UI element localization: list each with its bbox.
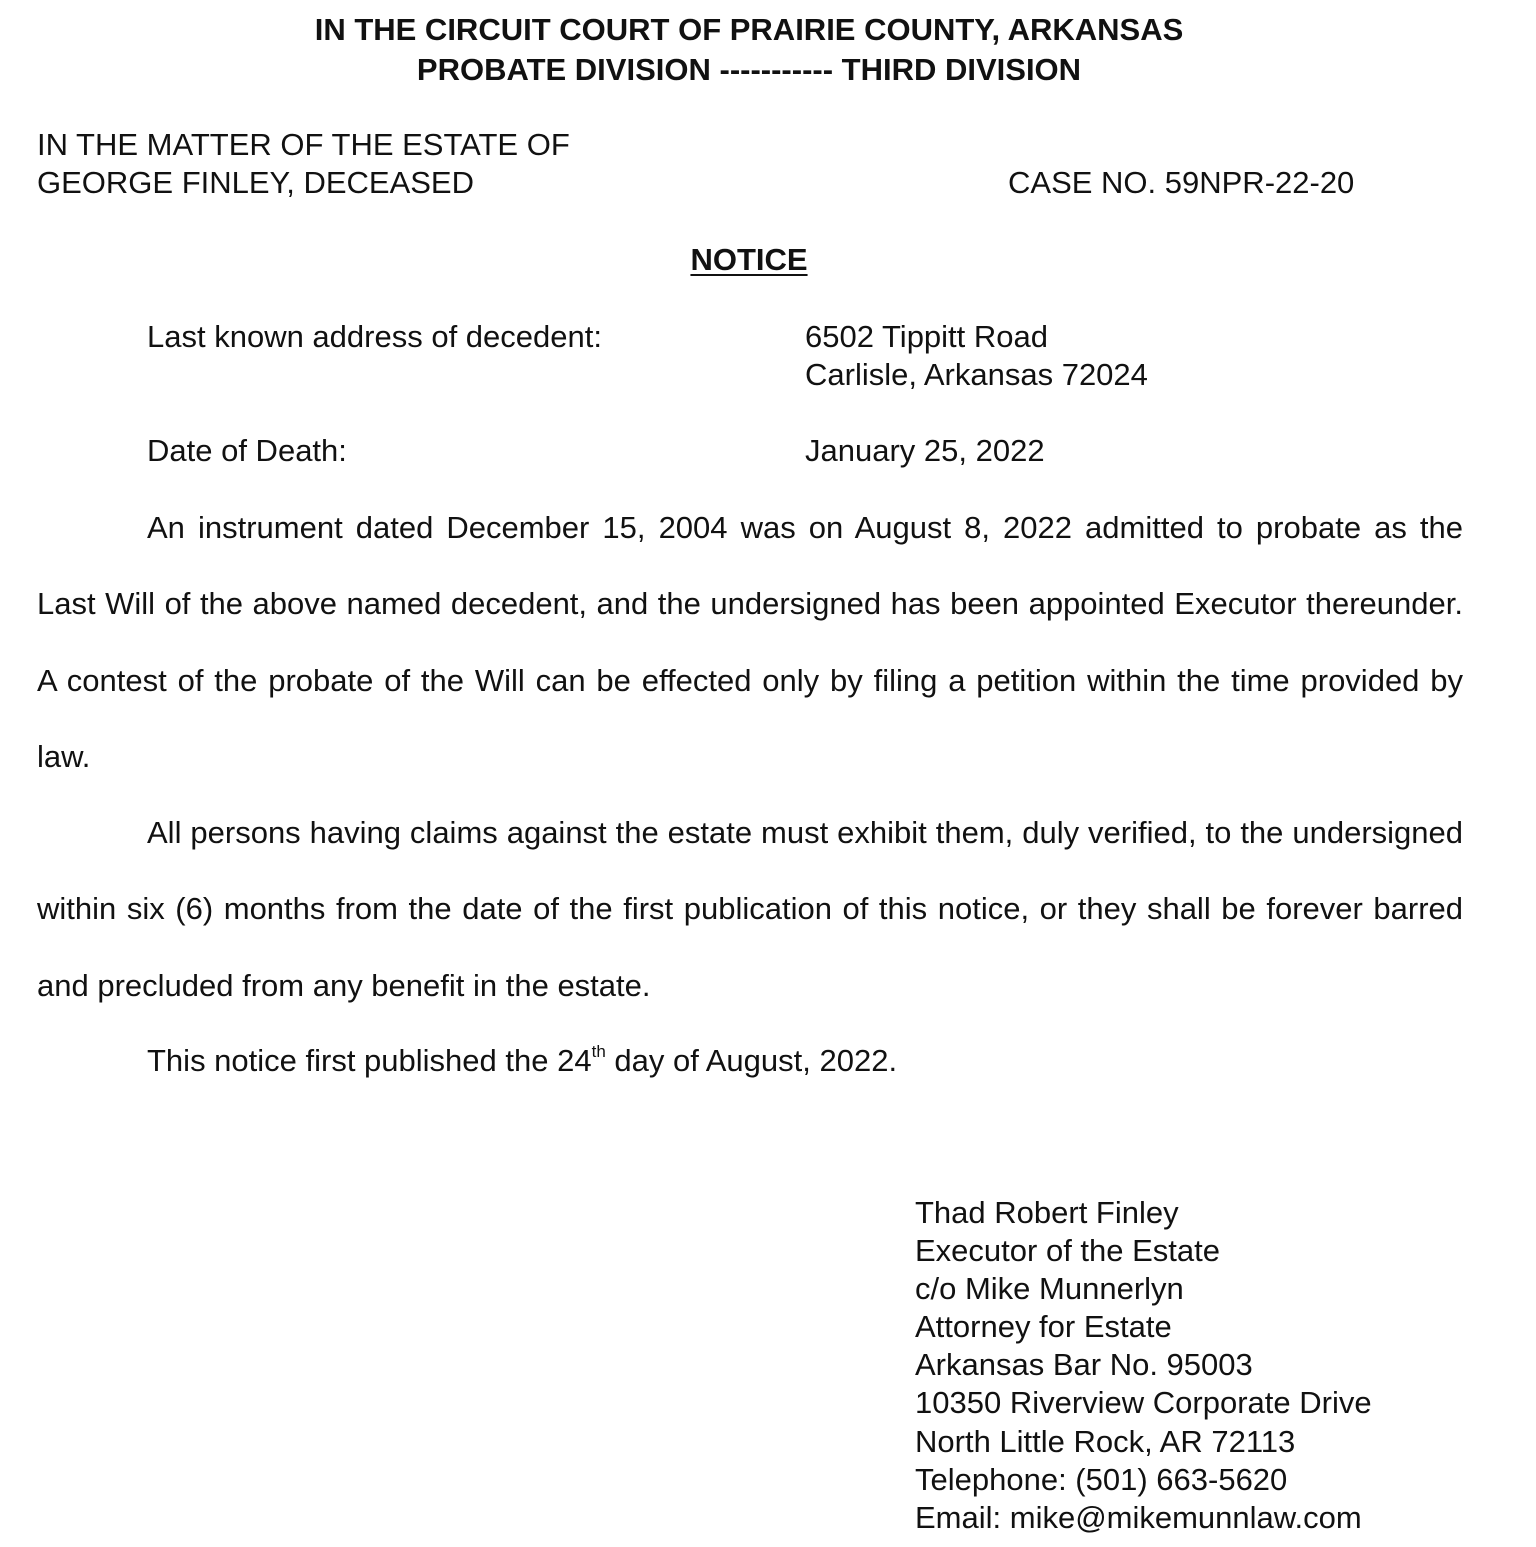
signature-email: Email: mike@mikemunnlaw.com	[915, 1499, 1362, 1535]
notice-title	[0, 240, 1498, 280]
court-header	[0, 10, 1498, 90]
signature-role: Executor of the Estate	[915, 1233, 1221, 1269]
paragraph-claims: All persons having claims against the estate must exhibit them, duly verified, to the undersigned within six (6) months from the date of the first publication of this notice, or they shall be forever barred and precluded from any benefit in the estate.	[37, 815, 1463, 1003]
signature-telephone: Telephone: (501) 663-5620	[915, 1461, 1288, 1497]
court-name: IN THE CIRCUIT COURT OF PRAIRIE COUNTY, ARKANSAS	[314, 12, 1184, 47]
signature-care-of: c/o Mike Munnerlyn	[915, 1271, 1184, 1307]
signature-bar-number: Arkansas Bar No. 95003	[915, 1347, 1253, 1383]
address-line-1: 6502 Tippitt Road	[805, 319, 1049, 354]
address-label: Last known address of decedent:	[147, 319, 602, 354]
signature-city: North Little Rock, AR 72113	[915, 1423, 1296, 1459]
signature-name: Thad Robert Finley	[915, 1195, 1179, 1230]
signature-attorney-role: Attorney for Estate	[915, 1309, 1172, 1345]
caption-line-1: IN THE MATTER OF THE ESTATE OF	[37, 127, 570, 162]
publication-text-after: day of August, 2022.	[605, 1043, 898, 1078]
signature-street: 10350 Riverview Corporate Drive	[915, 1385, 1372, 1421]
notice-title-text: NOTICE	[690, 242, 808, 277]
case-number: CASE NO. 59NPR-22-20	[1008, 165, 1355, 200]
date-of-death-value: January 25, 2022	[805, 433, 1045, 468]
address-line-2: Carlisle, Arkansas 72024	[805, 357, 1148, 392]
paragraph-will-admitted: An instrument dated December 15, 2004 was on August 8, 2022 admitted to probate as the Last Will of the above named decedent, and the undersigned has been appointed Executor thereunder. A contest of the probate of the Will can be effected only by filing a petition within the time provided by law.	[37, 510, 1463, 774]
date-of-death-label: Date of Death:	[147, 433, 347, 468]
publication-ordinal-suffix: th	[591, 1042, 606, 1061]
publication-date	[147, 1042, 897, 1080]
signature-block	[915, 1194, 1372, 1537]
publication-text-before: This notice first published the 24	[147, 1043, 592, 1078]
case-caption	[37, 126, 570, 202]
caption-line-2: GEORGE FINLEY, DECEASED	[37, 165, 474, 200]
court-division: PROBATE DIVISION ----------- THIRD DIVISION	[416, 52, 1082, 87]
address-value	[805, 318, 1148, 394]
